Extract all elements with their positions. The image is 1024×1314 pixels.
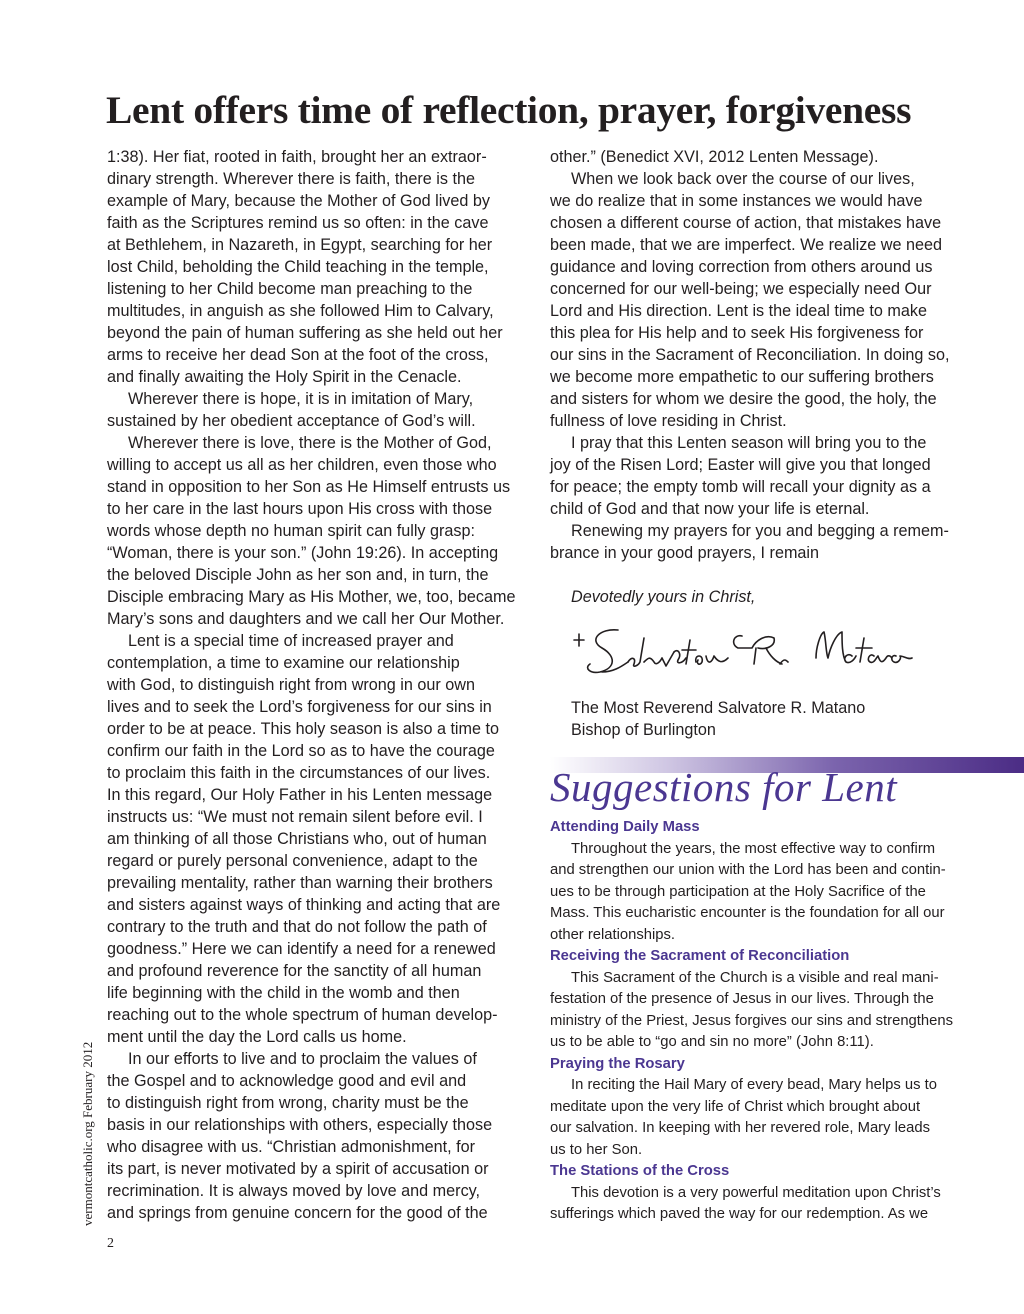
text-line: with God, to distinguish right from wrong in our own bbox=[107, 676, 475, 694]
text-line: beyond the pain of human suffering as she held out her bbox=[107, 324, 503, 342]
text-line: guidance and loving correction from others around us bbox=[550, 258, 933, 276]
suggestion-title: Praying the Rosary bbox=[550, 1055, 685, 1072]
suggestions-heading: Suggestions for Lent bbox=[550, 764, 898, 810]
text-line: am thinking of all those Christians who, out of human bbox=[107, 830, 487, 848]
paragraph bbox=[107, 388, 525, 432]
text-line: ment until the day the Lord calls us home. bbox=[107, 1028, 407, 1046]
text-line: its part, is never motivated by a spirit of accusation or bbox=[107, 1160, 489, 1178]
text-line: dinary strength. Wherever there is faith, there is the bbox=[107, 170, 475, 188]
suggestion-text-line: Mass. This eucharistic encounter is the foundation for all our bbox=[550, 905, 945, 921]
text-line: brance in your good prayers, I remain bbox=[550, 544, 820, 562]
page-number: 2 bbox=[107, 1236, 114, 1251]
suggestions-list bbox=[550, 817, 974, 1226]
text-line: fullness of love residing in Christ. bbox=[550, 412, 787, 430]
paragraph bbox=[550, 146, 974, 168]
suggestion-text-line: our salvation. In keeping with her revered role, Mary leads bbox=[550, 1120, 930, 1136]
text-line: reaching out to the whole spectrum of human develop- bbox=[107, 1006, 498, 1024]
text-line: we do realize that in some instances we would have bbox=[550, 192, 923, 210]
suggestion-text-line: festation of the presence of Jesus in our lives. Through the bbox=[550, 991, 934, 1007]
text-line: this plea for His help and to seek His forgiveness for bbox=[550, 324, 924, 342]
paragraph bbox=[107, 146, 525, 388]
suggestion-title: Receiving the Sacrament of Reconciliation bbox=[550, 948, 850, 964]
text-line: and springs from genuine concern for the good of the bbox=[107, 1204, 488, 1222]
suggestion-text-line: This Sacrament of the Church is a visible and real mani- bbox=[571, 969, 939, 986]
text-line: Lord and His direction. Lent is the ideal time to make bbox=[550, 302, 928, 320]
text-line: example of Mary, because the Mother of God lived by bbox=[107, 192, 490, 210]
suggestion-text-line: us to her Son. bbox=[550, 1141, 643, 1158]
text-line: instructs us: “We must not remain silent before evil. I bbox=[107, 808, 483, 826]
text-line: 1:38). Her fiat, rooted in faith, brought her an extraor- bbox=[107, 148, 487, 166]
text-line: regard or purely personal convenience, adapt to the bbox=[107, 852, 478, 870]
text-line: sustained by her obedient acceptance of God’s will. bbox=[107, 412, 476, 430]
suggestion-text-line: ues to be through participation at the Holy Sacrifice of the bbox=[550, 883, 926, 900]
text-line: and finally awaiting the Holy Spirit in the Cenacle. bbox=[107, 368, 462, 386]
bishop-signature bbox=[570, 618, 920, 688]
sidebar-footer-text: vermontcatholic.org February 2012 bbox=[80, 1041, 95, 1226]
suggestion-title: Attending Daily Mass bbox=[550, 819, 700, 835]
suggestion-text-line: and strengthen our union with the Lord has been and contin- bbox=[550, 862, 946, 878]
text-line: goodness.” Here we can identify a need for a renewed bbox=[107, 940, 496, 958]
text-line: at Bethlehem, in Nazareth, in Egypt, searching for her bbox=[107, 236, 493, 254]
paragraph bbox=[550, 432, 974, 520]
text-line: confirm our faith in the Lord so as to have the courage bbox=[107, 742, 495, 760]
text-line: we become more empathetic to our suffering brothers bbox=[550, 368, 934, 386]
article-headline: Lent offers time of reflection, prayer, forgiveness bbox=[106, 88, 912, 132]
text-line: words whose depth no human spirit can fully grasp: bbox=[107, 522, 476, 540]
text-line: Disciple embracing Mary as His Mother, we, too, became bbox=[107, 588, 516, 606]
closing-line: Devotedly yours in Christ, bbox=[571, 588, 756, 606]
text-line: arms to receive her dead Son at the foot of the cross, bbox=[107, 346, 489, 364]
text-line: lives and to seek the Lord’s forgiveness for our sins in bbox=[107, 698, 492, 716]
signature-block bbox=[571, 697, 865, 741]
suggestion-text-line: sufferings which paved the way for our redemption. As we bbox=[550, 1206, 929, 1222]
text-line: and sisters against ways of thinking and acting that are bbox=[107, 896, 501, 914]
text-line: and profound reverence for the sanctity of all human bbox=[107, 962, 482, 980]
text-line: life beginning with the child in the womb and then bbox=[107, 984, 460, 1002]
text-line: Renewing my prayers for you and begging a remem- bbox=[571, 522, 949, 540]
text-line: multitudes, in anguish as she followed Him to Calvary, bbox=[107, 302, 494, 320]
text-line: willing to accept us all as her children, even those who bbox=[107, 456, 497, 474]
text-line: chosen a different course of action, that mistakes have bbox=[550, 214, 942, 232]
text-line: who disagree with us. “Christian admonishment, for bbox=[107, 1138, 475, 1156]
text-line: and sisters for whom we desire the good, the holy, the bbox=[550, 390, 937, 408]
suggestion-text-line: us to be able to “go and sin no more” (John 8:11). bbox=[550, 1034, 874, 1050]
signature-title: The Most Reverend Salvatore R. Matano bbox=[571, 699, 866, 717]
text-line: stand in opposition to her Son as He Himself entrusts us bbox=[107, 478, 511, 496]
text-line: for peace; the empty tomb will recall your dignity as a bbox=[550, 478, 931, 496]
text-line: Wherever there is hope, it is in imitation of Mary, bbox=[128, 390, 474, 408]
paragraph bbox=[550, 168, 974, 432]
suggestion-text-line: meditate upon the very life of Christ which brought about bbox=[550, 1098, 921, 1115]
paragraph bbox=[107, 630, 525, 1048]
text-line: our sins in the Sacrament of Reconciliation. In doing so, bbox=[550, 346, 950, 364]
text-line: been made, that we are imperfect. We realize we need bbox=[550, 236, 943, 254]
suggestion-title: The Stations of the Cross bbox=[550, 1163, 730, 1179]
text-line: In our efforts to live and to proclaim the values of bbox=[128, 1050, 477, 1068]
text-line: other.” (Benedict XVI, 2012 Lenten Message). bbox=[550, 148, 879, 166]
suggestion-text-line: ministry of the Priest, Jesus forgives our sins and strengthens bbox=[550, 1012, 953, 1029]
text-line: concerned for our well-being; we especially need Our bbox=[550, 280, 932, 298]
text-line: to her care in the last hours upon His cross with those bbox=[107, 500, 493, 518]
paragraph bbox=[107, 1048, 525, 1224]
text-line: the Gospel and to acknowledge good and evil and bbox=[107, 1072, 467, 1090]
text-line: lost Child, beholding the Child teaching in the temple, bbox=[107, 258, 489, 276]
text-line: faith as the Scriptures remind us so often: in the cave bbox=[107, 214, 489, 232]
text-line: Mary’s sons and daughters and we call her Our Mother. bbox=[107, 610, 505, 628]
text-line: In this regard, Our Holy Father in his Lenten message bbox=[107, 786, 493, 804]
text-line: order to be at peace. This holy season is also a time to bbox=[107, 720, 500, 738]
text-line: When we look back over the course of our lives, bbox=[571, 170, 915, 188]
paragraph bbox=[107, 432, 525, 630]
paragraph bbox=[550, 520, 974, 564]
text-line: “Woman, there is your son.” (John 19:26). In accepting bbox=[107, 544, 499, 562]
signature-role: Bishop of Burlington bbox=[571, 721, 716, 739]
suggestion-text-line: In reciting the Hail Mary of every bead, Mary helps us to bbox=[571, 1077, 937, 1093]
text-line: listening to her Child become man preaching to the bbox=[107, 280, 473, 298]
text-line: Lent is a special time of increased prayer and bbox=[128, 632, 454, 650]
text-line: to distinguish right from wrong, charity must be the bbox=[107, 1094, 469, 1112]
left-column bbox=[107, 146, 525, 1224]
text-line: Wherever there is love, there is the Mother of God, bbox=[128, 434, 492, 452]
text-line: the beloved Disciple John as her son and, in turn, the bbox=[107, 566, 489, 584]
text-line: joy of the Risen Lord; Easter will give you that longed bbox=[550, 456, 931, 474]
text-line: basis in our relationships with others, especially those bbox=[107, 1116, 493, 1134]
suggestion-text-line: other relationships. bbox=[550, 926, 676, 943]
right-column bbox=[550, 146, 974, 608]
text-line: recrimination. It is always moved by love and mercy, bbox=[107, 1182, 481, 1200]
text-line: to proclaim this faith in the circumstances of our lives. bbox=[107, 764, 491, 782]
text-line: I pray that this Lenten season will bring you to the bbox=[571, 434, 927, 452]
text-line: contrary to the truth and that do not follow the path of bbox=[107, 918, 487, 936]
text-line: child of God and that now your life is eternal. bbox=[550, 500, 870, 518]
text-line: prevailing mentality, rather than warning their brothers bbox=[107, 874, 493, 892]
text-line: contemplation, a time to examine our relationship bbox=[107, 654, 460, 672]
suggestion-text-line: This devotion is a very powerful meditation upon Christ’s bbox=[571, 1184, 941, 1201]
suggestion-text-line: Throughout the years, the most effective way to confirm bbox=[571, 840, 936, 857]
